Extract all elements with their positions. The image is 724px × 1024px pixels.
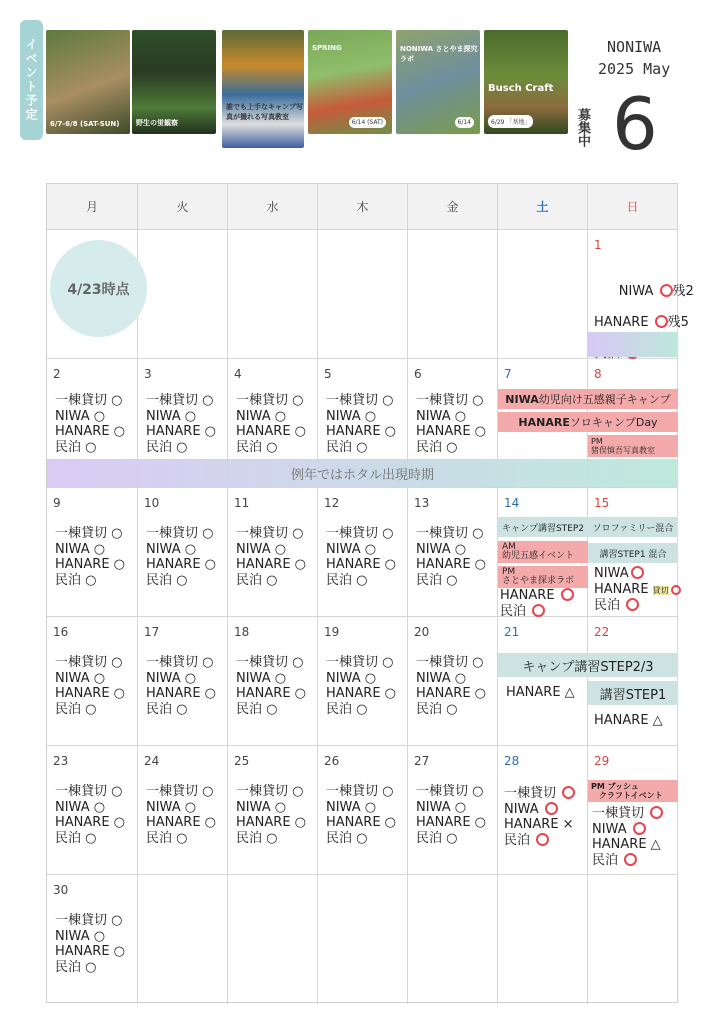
day-cell-16[interactable] <box>47 617 138 746</box>
availability: 一棟貸切 NIWA HANARE △ 民泊 <box>592 806 663 868</box>
day-cell-30[interactable] <box>47 875 138 1004</box>
brand-name: NONIWA <box>607 38 662 56</box>
event-step1[interactable]: 講習STEP1 <box>588 681 678 705</box>
poster-date-badge: 6/14 <box>455 117 474 128</box>
poster-caption: 野生の蛍観察 <box>136 119 178 127</box>
poster-caption: Busch Craft <box>488 83 554 94</box>
day-number: 16 <box>53 625 69 639</box>
poster-caption: NONIWA さとやま探究ラボ <box>400 45 478 63</box>
day-empty <box>498 230 588 359</box>
day-cell-9[interactable] <box>47 488 138 617</box>
brand-block <box>598 36 670 80</box>
availability: 一棟貸切 ○ NIWA ○ HANARE ○ 民泊 ○ <box>416 393 487 455</box>
poster-date-badge: 6/14 (SAT) <box>349 117 386 128</box>
poster-6[interactable] <box>484 30 568 134</box>
availability: 一棟貸切 ○ NIWA ○ HANARE ○ 民泊 ○ <box>236 393 307 455</box>
event-pm-lab[interactable]: PM さとやま探求ラボ <box>498 566 588 588</box>
day-number: 19 <box>324 625 340 639</box>
event-camp-step23[interactable]: キャンプ講習STEP2/3 <box>498 653 678 677</box>
poster-caption: 6/7-6/8 (SAT-SUN) <box>50 120 120 128</box>
day-number: 25 <box>234 754 250 768</box>
event-solo-family[interactable]: ソロファミリー混合 <box>588 517 678 537</box>
weekday-tue: 火 <box>138 184 228 230</box>
day-cell-24[interactable] <box>138 746 228 875</box>
day-number: 10 <box>144 496 160 510</box>
availability: 一棟貸切 ○ NIWA ○ HANARE ○ 民泊 ○ <box>416 526 487 588</box>
day-number: 30 <box>53 883 69 897</box>
day-empty <box>318 230 408 359</box>
day-number: 5 <box>324 367 332 381</box>
poster-caption: 誰でも上手なキャンプ写真が撮れる写真教室 <box>226 103 303 121</box>
day-empty <box>318 875 408 1004</box>
availability: 一棟貸切 NIWA HANARE × 民泊 <box>504 786 574 848</box>
availability: NIWA HANARE 貸切 民泊 <box>594 566 681 614</box>
day-cell-17[interactable] <box>138 617 228 746</box>
day-cell-10[interactable] <box>138 488 228 617</box>
event-step1-mixed[interactable]: 講習STEP1 混合 <box>588 543 678 563</box>
day-number: 11 <box>234 496 250 510</box>
day-empty <box>408 875 498 1004</box>
day-number: 22 <box>594 625 610 639</box>
day-number: 14 <box>504 496 520 510</box>
availability: 一棟貸切 ○ NIWA ○ HANARE ○ 民泊 ○ <box>236 655 307 717</box>
day-number: 21 <box>504 625 520 639</box>
event-schedule-tag: イベント予定 <box>20 20 43 140</box>
availability: 一棟貸切 ○ NIWA ○ HANARE ○ 民泊 ○ <box>326 526 397 588</box>
availability: 一棟貸切 ○ NIWA ○ HANARE ○ 民泊 ○ <box>55 526 126 588</box>
availability: 一棟貸切 ○ NIWA ○ HANARE ○ 民泊 ○ <box>55 655 126 717</box>
day-empty <box>228 875 318 1004</box>
day-number: 12 <box>324 496 340 510</box>
day-number: 9 <box>53 496 61 510</box>
day-cell-26[interactable] <box>318 746 408 875</box>
day-cell-29[interactable] <box>588 746 678 875</box>
poster-caption: SPRING <box>312 44 342 52</box>
day-number: 3 <box>144 367 152 381</box>
event-niwa-kids-camp[interactable]: NIWA 幼児向け五感親子キャンプ <box>498 389 678 409</box>
weekday-fri: 金 <box>408 184 498 230</box>
availability: NIWA 残2 HANARE 残5 <box>594 268 694 377</box>
poster-1[interactable] <box>46 30 130 134</box>
availability: 一棟貸切 ○ NIWA ○ HANARE ○ 民泊 ○ <box>55 913 126 975</box>
day-cell-1[interactable] <box>588 230 694 359</box>
availability: 一棟貸切 ○ NIWA ○ HANARE ○ 民泊 ○ <box>146 526 217 588</box>
poster-date-badge: 6/29 「基地」 <box>488 115 533 128</box>
day-empty <box>588 875 678 1004</box>
availability: 一棟貸切 ○ NIWA ○ HANARE ○ 民泊 ○ <box>326 393 397 455</box>
day-number: 8 <box>594 367 602 381</box>
availability: 一棟貸切 ○ NIWA ○ HANARE ○ 民泊 ○ <box>416 655 487 717</box>
weekday-thu: 木 <box>318 184 408 230</box>
availability: 一棟貸切 ○ NIWA ○ HANARE ○ 民泊 ○ <box>55 393 126 455</box>
availability: HANARE △ <box>594 713 663 728</box>
day-cell-18[interactable] <box>228 617 318 746</box>
availability: 一棟貸切 ○ NIWA ○ HANARE ○ 民泊 ○ <box>326 655 397 717</box>
day-number: 2 <box>53 367 61 381</box>
availability: 一棟貸切 ○ NIWA ○ HANARE ○ 民泊 ○ <box>236 784 307 846</box>
weekday-sat: 土 <box>498 184 588 230</box>
day-number: 20 <box>414 625 430 639</box>
availability: 一棟貸切 ○ NIWA ○ HANARE ○ 民泊 ○ <box>416 784 487 846</box>
day-number: 29 <box>594 754 610 768</box>
day-cell-21[interactable] <box>498 617 588 746</box>
day-number: 26 <box>324 754 340 768</box>
day-empty <box>498 875 588 1004</box>
weekday-wed: 水 <box>228 184 318 230</box>
event-photo-class[interactable]: PM 猪俣慎吾写真教室 <box>588 435 678 457</box>
availability: 一棟貸切 ○ NIWA ○ HANARE ○ 民泊 ○ <box>146 655 217 717</box>
poster-5[interactable] <box>396 30 480 134</box>
year-month: 2025 May <box>598 60 671 78</box>
day-cell-20[interactable] <box>408 617 498 746</box>
day-cell-13[interactable] <box>408 488 498 617</box>
day-number: 7 <box>504 367 512 381</box>
event-camp-step2[interactable]: キャンプ講習STEP2 <box>498 517 588 537</box>
weekday-mon: 月 <box>47 184 138 230</box>
day-cell-25[interactable] <box>228 746 318 875</box>
day-empty <box>138 875 228 1004</box>
day-cell-19[interactable] <box>318 617 408 746</box>
event-hanare-solo-camp[interactable]: HANARE ソロキャンプDay <box>498 412 678 432</box>
event-bushcraft[interactable]: PM ブッシュ クラフトイベント <box>588 780 678 802</box>
day-number: 15 <box>594 496 610 510</box>
poster-4[interactable] <box>308 30 392 134</box>
poster-2[interactable] <box>132 30 216 134</box>
day-empty <box>228 230 318 359</box>
day-cell-11[interactable] <box>228 488 318 617</box>
day-number: 18 <box>234 625 250 639</box>
availability: 一棟貸切 ○ NIWA ○ HANARE ○ 民泊 ○ <box>326 784 397 846</box>
day-number: 28 <box>504 754 520 768</box>
day-empty <box>138 230 228 359</box>
poster-3[interactable] <box>222 30 304 148</box>
availability: 一棟貸切 ○ NIWA ○ HANARE ○ 民泊 ○ <box>146 784 217 846</box>
day-number: 27 <box>414 754 430 768</box>
day-number: 1 <box>594 238 602 252</box>
firefly-season-banner: 例年ではホタル出現時期 <box>47 459 678 487</box>
day-number: 17 <box>144 625 160 639</box>
day-empty <box>408 230 498 359</box>
month-number: 6 <box>612 82 658 166</box>
event-am-kids[interactable]: AM 幼児五感イベント <box>498 541 588 563</box>
availability: 一棟貸切 ○ NIWA ○ HANARE ○ 民泊 ○ <box>146 393 217 455</box>
availability: HANARE 民泊 <box>500 588 574 619</box>
day-cell-12[interactable] <box>318 488 408 617</box>
day-cell-27[interactable] <box>408 746 498 875</box>
day-cell-28[interactable] <box>498 746 588 875</box>
recruiting-label: 募集中 <box>575 108 590 147</box>
availability: 一棟貸切 ○ NIWA ○ HANARE ○ 民泊 ○ <box>236 526 307 588</box>
weekday-sun: 日 <box>588 184 678 230</box>
day-number: 13 <box>414 496 430 510</box>
day-cell-23[interactable] <box>47 746 138 875</box>
firefly-bar-start <box>588 332 678 357</box>
day-number: 23 <box>53 754 69 768</box>
day-number: 4 <box>234 367 242 381</box>
day-number: 6 <box>414 367 422 381</box>
availability: HANARE △ <box>506 685 575 700</box>
as-of-date-badge: 4/23時点 <box>50 240 147 337</box>
availability: 一棟貸切 ○ NIWA ○ HANARE ○ 民泊 ○ <box>55 784 126 846</box>
day-number: 24 <box>144 754 160 768</box>
